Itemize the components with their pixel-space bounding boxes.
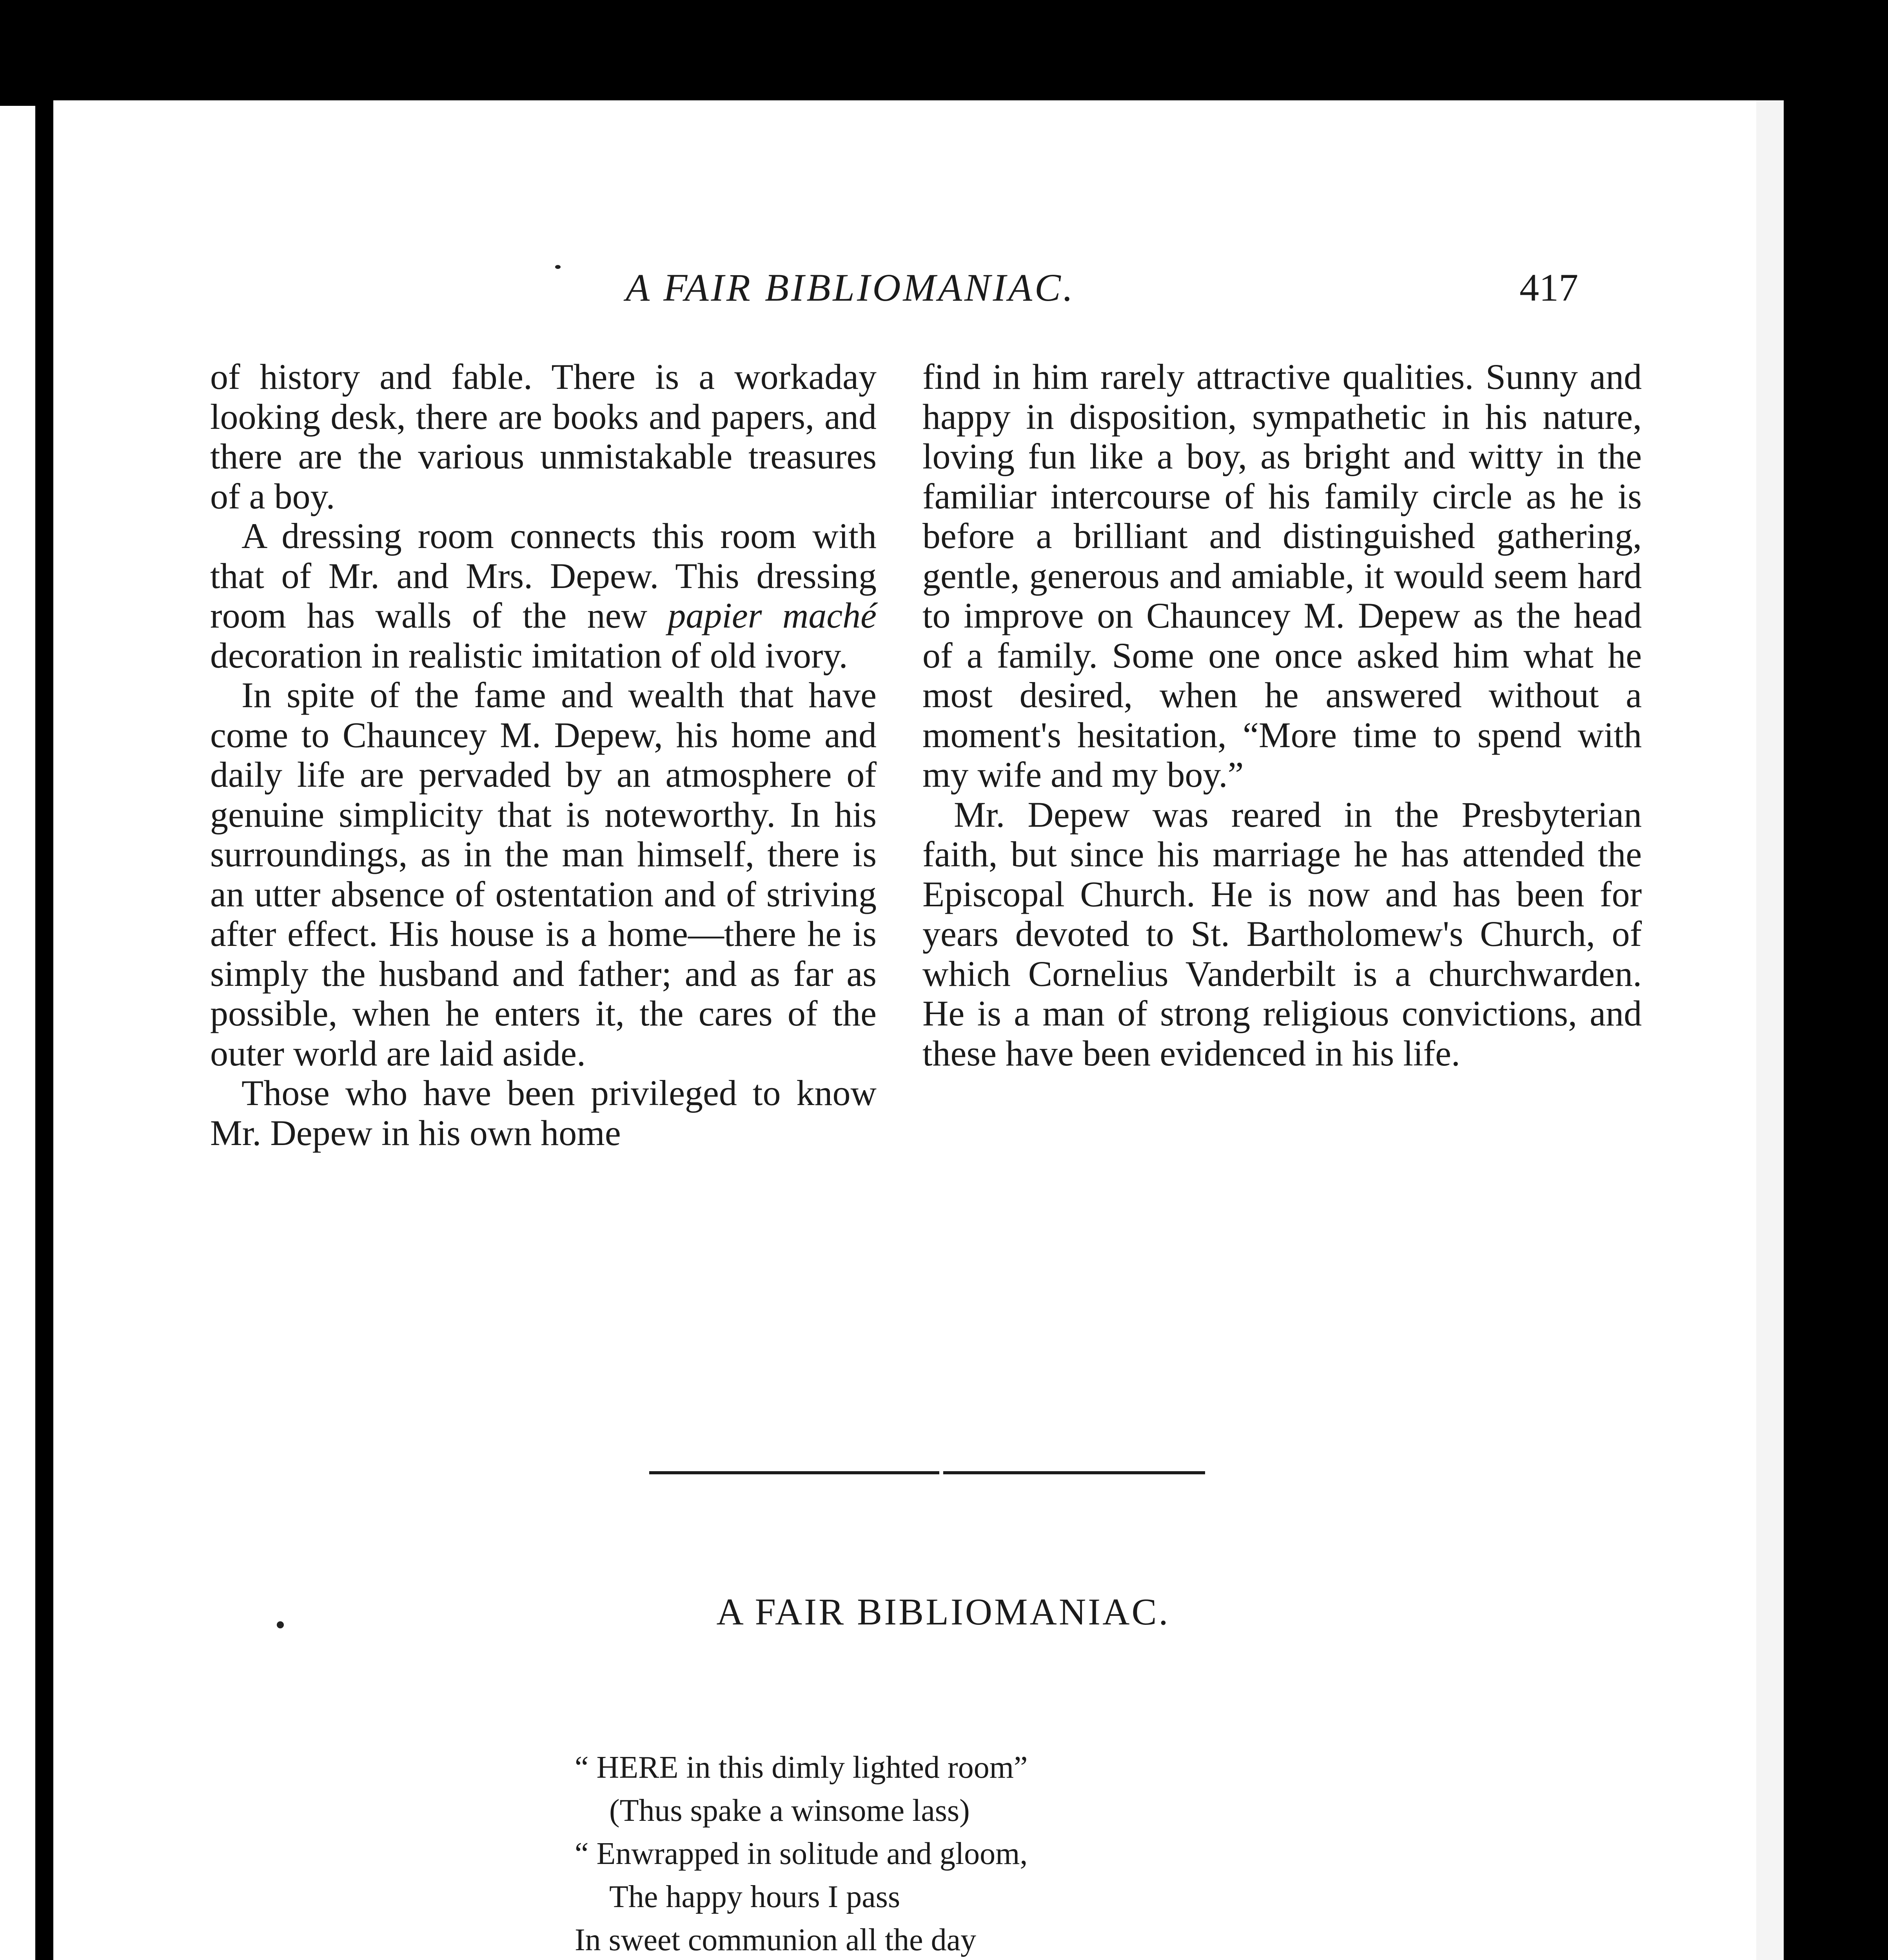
poem-line: (Thus spake a winsome lass): [609, 1793, 970, 1828]
scan-speck: [277, 1621, 284, 1628]
right-text-column: [922, 357, 1642, 1073]
paragraph: of history and fable. There is a workaday looking desk, there are books and papers, and there are the various unmistakable treasures of a boy.: [210, 357, 877, 516]
scan-speck: [555, 265, 561, 269]
paragraph: [210, 516, 877, 675]
poem-line: In sweet communion all the day: [575, 1923, 977, 1957]
paragraph: Those who have been privileged to know Mr. Depew in his own home: [210, 1073, 877, 1153]
paragraph: In spite of the fame and wealth that have come to Chauncey M. Depew, his home and daily life are pervaded by an atmosphere of genuine simplicity that is noteworthy. In his surroundings, as in the man himself, there is an utter absence of ostentation and of striving after effect. His house is a home—there he is simply the husband and father; and as far as possible, when he enters it, the cares of the outer world are laid aside.: [210, 675, 877, 1073]
text-run: decoration in realistic imitation of old ivory.: [210, 635, 848, 675]
text-run: A dressing room connects this room with that of Mr. and Mrs. Depew. This dressing room has walls of the new: [210, 516, 877, 635]
left-text-column: [210, 357, 877, 1153]
poem-title: A FAIR BIBLIOMANIAC.: [716, 1591, 1170, 1633]
italic-term: papier maché: [668, 595, 877, 635]
section-divider: [649, 1471, 939, 1474]
magazine-page: [53, 100, 1756, 1960]
paragraph: find in him rarely attractive qualities. Sunny and happy in disposition, sympathetic in his nature, loving fun like a boy, as bright and witty in the familiar intercourse of his family circle as he is before a brilliant and distinguished gathering, gentle, generous and amiable, it would seem hard to improve on Chauncey M. Depew as the head of a family. Some one once asked him what he most desired, when he answered without a moment's hesitation, “More time to spend with my wife and my boy.”: [922, 357, 1642, 795]
page-number: 417: [1519, 266, 1578, 309]
previous-page-edge: [0, 106, 35, 1960]
poem-stanza: [575, 1746, 1058, 1960]
paragraph: Mr. Depew was reared in the Presbyterian faith, but since his marriage he has attended the Episcopal Church. He is now and has been for years devoted to St. Bartholomew's Church, of which Cornelius Vanderbilt is a churchwarden. He is a man of strong religious convictions, and these have been evidenced in his life.: [922, 794, 1642, 1073]
poem-line: “ HERE in this dimly lighted room”: [575, 1750, 1028, 1785]
poem-line: The happy hours I pass: [609, 1880, 900, 1914]
section-divider: [943, 1471, 1205, 1474]
poem-line: “ Enwrapped in solitude and gloom,: [575, 1837, 1028, 1871]
page-edge-shadow: [1756, 100, 1784, 1960]
running-title: A FAIR BIBLIOMANIAC.: [626, 266, 1075, 309]
